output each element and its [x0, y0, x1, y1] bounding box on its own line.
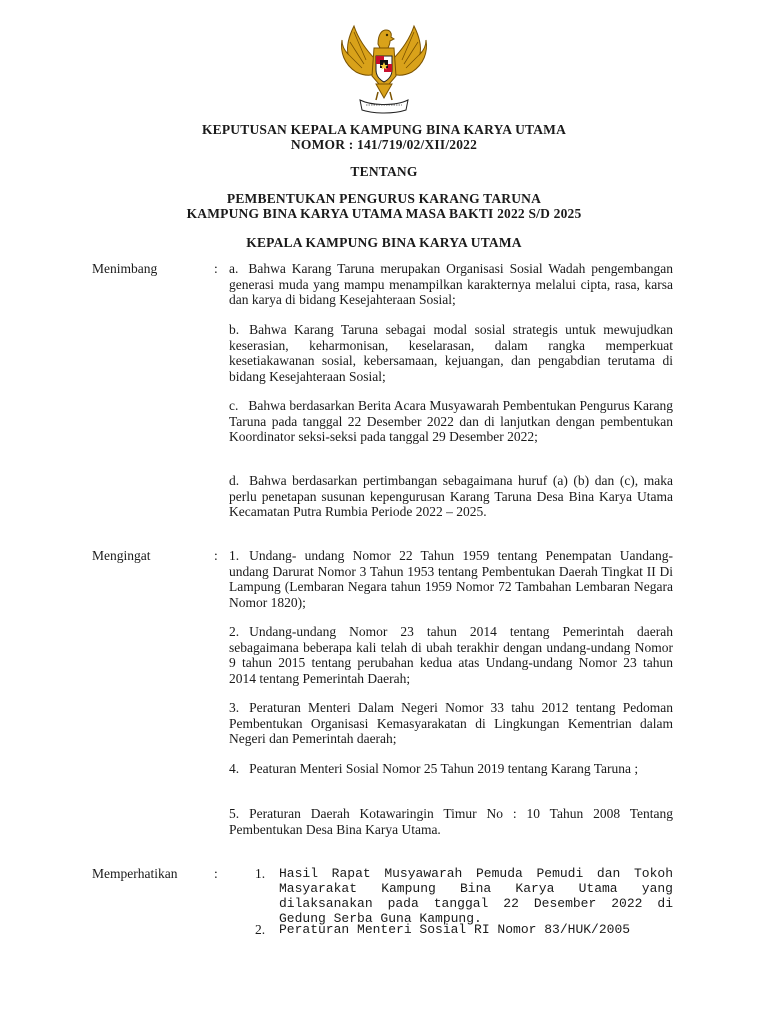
mengingat-item-5 [229, 806, 673, 837]
item-text: Bahwa Karang Taruna merupakan Organisasi Sosial Wadah pengembangan generasi muda yang mampu menampilkan karakternya melalui cipta, rasa, karsa dan karya di bidang Kesejahteraan Sosial; [229, 261, 673, 307]
item-marker: d. [229, 473, 240, 488]
item-marker: b. [229, 322, 240, 337]
memperhatikan-item-2-marker: 2. [255, 922, 266, 937]
menimbang-label: Menimbang [92, 261, 158, 276]
menimbang-item-b [229, 322, 673, 384]
item-marker: 4. [229, 761, 240, 776]
item-marker: 3. [229, 700, 240, 715]
item-text: Bahwa berdasarkan pertimbangan sebagaimana huruf (a) (b) dan (c), maka perlu penetapan susunan kepengurusan Karang Taruna Desa Bina Karya Utama Kecamatan Putra Rumbia Periode 2022 – 2025. [229, 473, 673, 519]
tentang-heading: TENTANG [350, 164, 418, 179]
menimbang-item-a [229, 261, 673, 308]
item-marker: 1. [229, 548, 240, 563]
memperhatikan-colon: : [214, 866, 218, 881]
item-text: Peraturan Menteri Dalam Negeri Nomor 33 tahu 2012 tentang Pedoman Pembentukan Organisasi Kemasyarakatan di Lingkungan Kementrian dalam Negeri dan Pemerintah daerah; [229, 700, 673, 746]
subject-line-1: PEMBENTUKAN PENGURUS KARANG TARUNA [226, 191, 542, 206]
subject-line-2: KAMPUNG BINA KARYA UTAMA MASA BAKTI 2022 S/D 2025 [186, 206, 582, 221]
memperhatikan-label: Memperhatikan [92, 866, 178, 881]
mengingat-item-3 [229, 700, 673, 747]
memperhatikan-item-2-text: Peraturan Menteri Sosial RI Nomor 83/HUK/2005 [279, 922, 631, 937]
menimbang-item-c [229, 398, 673, 445]
decree-title: KEPUTUSAN KEPALA KAMPUNG BINA KARYA UTAMA [201, 122, 567, 137]
item-marker: c. [229, 398, 239, 413]
mengingat-item-4 [229, 761, 673, 777]
memperhatikan-item-1-marker: 1. [255, 866, 266, 881]
item-text: Bahwa berdasarkan Berita Acara Musyawarah Pembentukan Pengurus Karang Taruna pada tanggal 22 Desember 2022 dan di lanjutkan dengan pembentukan Koordinator seksi-seksi pada tanggal 29 Desember 2022; [229, 398, 673, 444]
mengingat-item-1 [229, 548, 673, 610]
item-text: Peaturan Menteri Sosial Nomor 25 Tahun 2019 tentang Karang Taruna ; [249, 761, 639, 776]
mengingat-colon: : [214, 548, 218, 563]
mengingat-item-2 [229, 624, 673, 686]
item-marker: a. [229, 261, 239, 276]
item-text: Bahwa Karang Taruna sebagai modal sosial strategis untuk mewujudkan keserasian, keharmonisan, keselarasan, dalam rangka memperkuat kesetiakawanan sosial, kebersamaan, kejuangan, dan pengabdian terutama di bidang Kesejahteraan Sosial; [229, 322, 673, 384]
decree-number: NOMOR : 141/719/02/XII/2022 [290, 137, 478, 152]
menimbang-colon: : [214, 261, 218, 276]
memperhatikan-item-1-text: Hasil Rapat Musyawarah Pemuda Pemudi dan Tokoh Masyarakat Kampung Bina Karya Utama yang dilaksanakan pada tanggal 22 Desember 2022 di Gedung Serba Guna Kampung. [279, 866, 673, 926]
item-text: Undang- undang Nomor 22 Tahun 1959 tentang Penempatan Uandang-undang Darurat Nomor 3 Tahun 1953 tentang Pembentukan Daerah Tingkat II Di Lampung (Lembaran Negara tahun 1959 Nomor 72 Tambahan Lembaran Negara Nomor 1820); [229, 548, 673, 610]
item-text: Peraturan Daerah Kotawaringin Timur No : 10 Tahun 2008 Tentang Pembentukan Desa Bina Karya Utama. [229, 806, 673, 837]
menimbang-item-d [229, 473, 673, 520]
item-text: Undang-undang Nomor 23 tahun 2014 tentang Pemerintah daerah sebagaimana beberapa kali telah di ubah terakhir dengan undang-undang Nomor 9 tahun 2015 tentang perubahan kedua atas Undang-undang Nomor 23 tahun 2014 tentang Pemerintah Daerah; [229, 624, 673, 686]
garuda-emblem-icon [336, 20, 432, 116]
item-marker: 2. [229, 624, 240, 639]
authority-heading: KEPALA KAMPUNG BINA KARYA UTAMA [246, 235, 522, 250]
mengingat-label: Mengingat [92, 548, 151, 563]
item-marker: 5. [229, 806, 240, 821]
